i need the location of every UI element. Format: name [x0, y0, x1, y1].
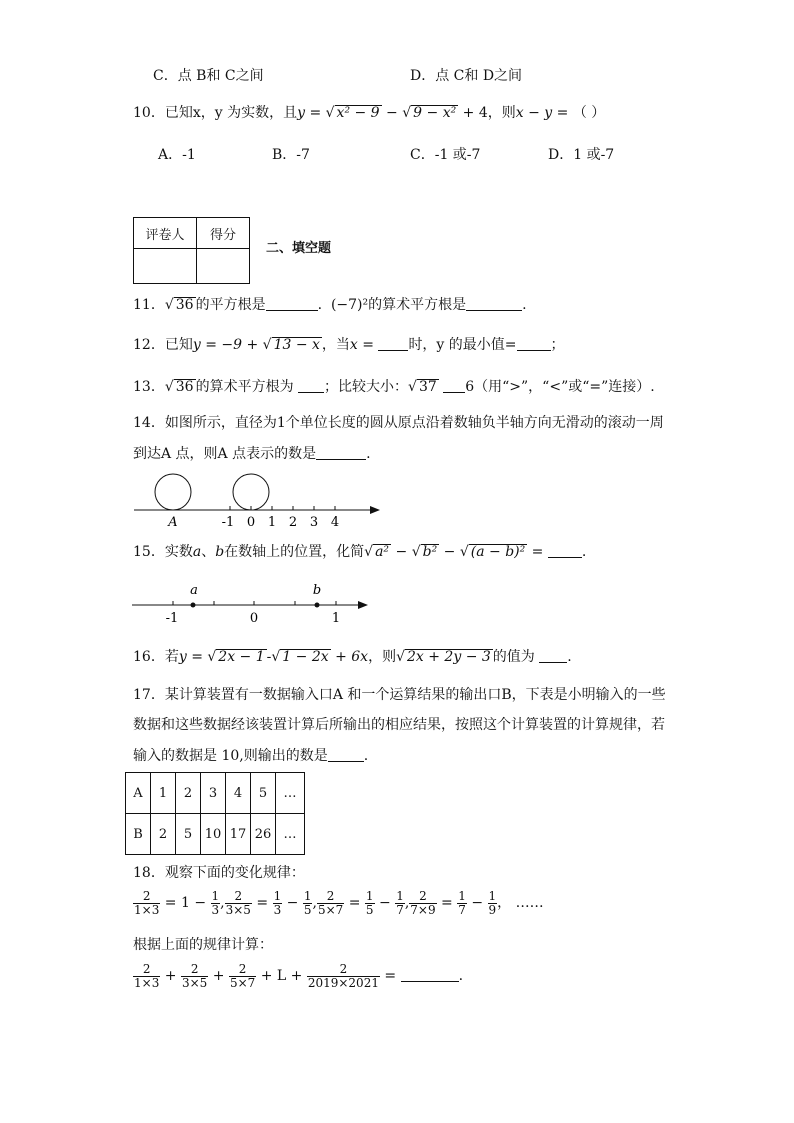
point-b — [315, 603, 320, 608]
question-17-line1: 17．某计算装置有一数据输入口A 和一个运算结果的输出口B，下表是小明输入的一些 — [133, 687, 666, 703]
number-line-figure-15 — [128, 578, 378, 628]
q9-option-d: D．点 C和 D之间 — [410, 68, 523, 84]
question-17-line2: 数据和这些数据经该装置计算后所输出的相应结果，按照这个计算装置的计算规律，若 — [133, 717, 665, 733]
question-17-line3: 输入的数据是 10,则输出的数是 . — [133, 748, 369, 764]
q10-option-a: A．-1 — [158, 147, 196, 163]
answer-blank[interactable] — [328, 747, 364, 762]
tick-label: 3 — [309, 515, 319, 530]
question-18-pattern: $\frac{2}{1\times 3}$ = 1 − $\frac{1}{3}$ , $\frac{2}{3\times 5}$ = $\frac{1}{3}$ − $\frac{1}{5}$ , $\frac{2}{5\times 7}$ = $\frac{1}{5}$ − $\frac{1}{7}$ , $\frac{2}{7\times 9}$ = $\frac{1}{7}$ − $\frac{1}{9}$ ， …… — [134, 888, 544, 917]
question-14-line2: 到达A 点，则A 点表示的数是 . — [133, 446, 371, 462]
point-label-a: a — [190, 583, 198, 598]
point-label-a: A — [168, 515, 178, 530]
table-cell: 17 — [226, 814, 251, 855]
tick-label: 2 — [288, 515, 298, 530]
circle-at-a — [155, 474, 191, 510]
question-18-sum: $\frac{2}{1\times 3}$ + $\frac{2}{3\times 5}$ + $\frac{2}{5\times 7}$ + L + $\frac{2}{2019\times 2021}$ = . — [134, 961, 464, 990]
question-10-stem: 10．已知x，y 为实数，且y = √ x² − 9 − √ 9 − x² + 4，则x − y = （ ） — [133, 105, 606, 121]
answer-blank[interactable] — [443, 378, 465, 393]
table-cell: 2 — [151, 814, 176, 855]
question-12: 12．已知y = −9 + √ 13 − x ，当x = 时，y 的最小值= ； — [133, 337, 565, 353]
axis-arrow — [370, 506, 380, 514]
q10-option-b: B．-7 — [272, 147, 310, 163]
point-a — [191, 603, 196, 608]
point-label-b: b — [312, 583, 322, 598]
question-14-line1: 14．如图所示，直径为1个单位长度的圆从原点沿着数轴负半轴方向无滑动的滚动一周 — [133, 415, 664, 431]
table-cell: 1 — [151, 773, 176, 814]
table-cell: 10 — [201, 814, 226, 855]
score-table-cell-grader[interactable] — [134, 249, 197, 284]
table-cell: B — [126, 814, 151, 855]
circle-at-origin — [233, 474, 269, 510]
answer-blank[interactable] — [401, 967, 459, 982]
question-18-line3: 根据上面的规律计算： — [133, 937, 273, 953]
q9-option-c: C．点 B和 C之间 — [153, 68, 264, 84]
number-line-figure-14 — [130, 470, 390, 532]
axis-arrow — [358, 601, 368, 609]
table-cell: 4 — [226, 773, 251, 814]
answer-blank[interactable] — [466, 296, 522, 311]
tick-label: 0 — [246, 515, 256, 530]
table-row — [126, 773, 305, 814]
question-11: 11．√ 36 的平方根是 . (−7)²的算术平方根是 . — [133, 297, 527, 313]
answer-blank[interactable] — [517, 336, 551, 351]
tick-label: 1 — [267, 515, 277, 530]
table-cell: 3 — [201, 773, 226, 814]
answer-blank[interactable] — [316, 445, 366, 460]
score-table-header-score: 得分 — [197, 218, 250, 249]
q10-option-c: C．-1 或-7 — [410, 147, 481, 163]
table-cell: … — [276, 773, 305, 814]
table-row — [126, 814, 305, 855]
table-cell: A — [126, 773, 151, 814]
tick-label: 4 — [330, 515, 340, 530]
score-table-cell-score[interactable] — [197, 249, 250, 284]
question-18-line1: 18．观察下面的变化规律： — [133, 865, 305, 881]
answer-blank[interactable] — [539, 648, 567, 663]
question-15: 15．实数a、b在数轴上的位置，化简√ a² − √ b² − √ (a − b)² = . — [133, 544, 587, 560]
score-table — [133, 217, 250, 284]
q10-option-d: D．1 或-7 — [548, 147, 615, 163]
score-table-header-grader: 评卷人 — [134, 218, 197, 249]
answer-blank[interactable] — [266, 296, 318, 311]
table-cell: 26 — [251, 814, 276, 855]
answer-blank[interactable] — [298, 378, 324, 393]
table-cell: 2 — [176, 773, 201, 814]
question-16: 16．若y = √ 2x − 1 -√ 1 − 2x + 6x，则√ 2x + 2y − 3 的值为 . — [133, 649, 572, 665]
tick-label: 1 — [331, 611, 341, 626]
answer-blank[interactable] — [378, 336, 408, 351]
tick-label: 0 — [249, 611, 259, 626]
table-cell: … — [276, 814, 305, 855]
table-cell: 5 — [176, 814, 201, 855]
question-13: 13．√ 36 的算术平方根为 ；比较大小：√ 37 6（用“>”，“<”或“=”连接）. — [133, 379, 655, 395]
input-output-table — [125, 772, 305, 855]
answer-blank[interactable] — [548, 543, 582, 558]
tick-label: -1 — [165, 611, 179, 626]
section-title-fill-in: 二、填空题 — [266, 241, 332, 256]
tick-label: -1 — [221, 515, 235, 530]
table-cell: 5 — [251, 773, 276, 814]
